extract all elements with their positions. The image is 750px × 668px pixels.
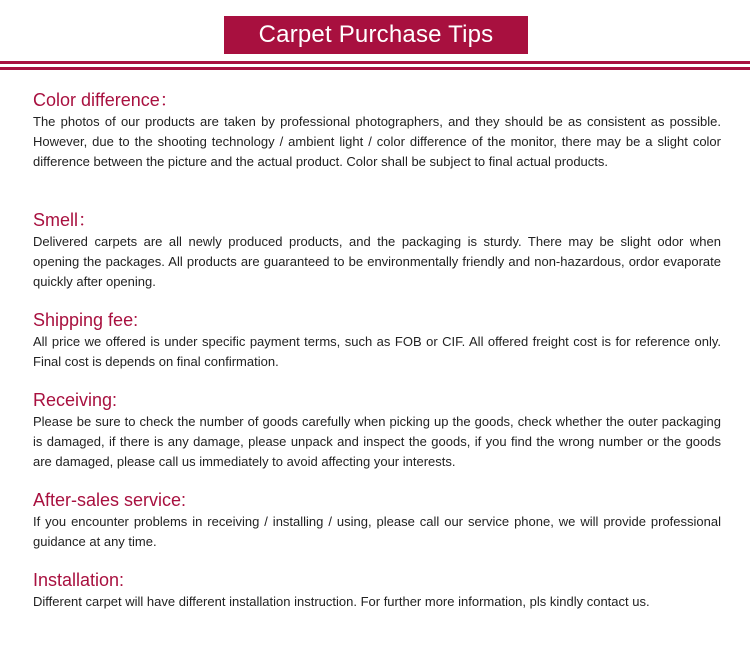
section-receiving [33, 390, 721, 472]
section-shipping-fee [33, 310, 721, 372]
section-color-difference [33, 90, 721, 172]
section-heading: Smell： [33, 210, 97, 230]
section-body: The photos of our products are taken by professional photographers, and they should be as consistent as possible. However, due to the shooting technology / ambient light / color difference of the monitor, there may be a slight color difference between the picture and the actual product. Color shall be subject to final actual products. [33, 114, 721, 169]
section-heading: Shipping fee: [33, 310, 139, 330]
header-divider-top [0, 61, 750, 64]
section-body: Delivered carpets are all newly produced products, and the packaging is sturdy. There may be slight odor when opening the packages. All products are guaranteed to be environmentally friendly and non-hazardous, ordor evaporate quickly after opening. [33, 234, 721, 289]
page-title-banner [224, 16, 528, 54]
section-heading: Installation: [33, 570, 125, 590]
section-body: All price we offered is under specific payment terms, such as FOB or CIF. All offered freight cost is for reference only. Final cost is depends on final confirmation. [33, 334, 721, 369]
section-heading: Color difference： [33, 90, 178, 110]
page-title: Carpet Purchase Tips [258, 21, 494, 48]
section-heading: After-sales service: [33, 490, 187, 510]
section-heading: Receiving: [33, 390, 118, 410]
header-divider-bottom [0, 67, 750, 70]
section-body: Different carpet will have different installation instruction. For further more information, pls kindly contact us. [33, 594, 650, 609]
section-body: If you encounter problems in receiving / installing / using, please call our service phone, we will provide professional guidance at any time. [33, 514, 721, 549]
section-body: Please be sure to check the number of goods carefully when picking up the goods, check whether the outer packaging is damaged, if there is any damage, please unpack and inspect the goods, if you find the wrong number or the goods are damaged, please call us immediately to avoid affecting your interests. [33, 414, 721, 469]
section-smell [33, 210, 721, 292]
section-after-sales-service [33, 490, 721, 552]
section-installation [33, 570, 721, 612]
